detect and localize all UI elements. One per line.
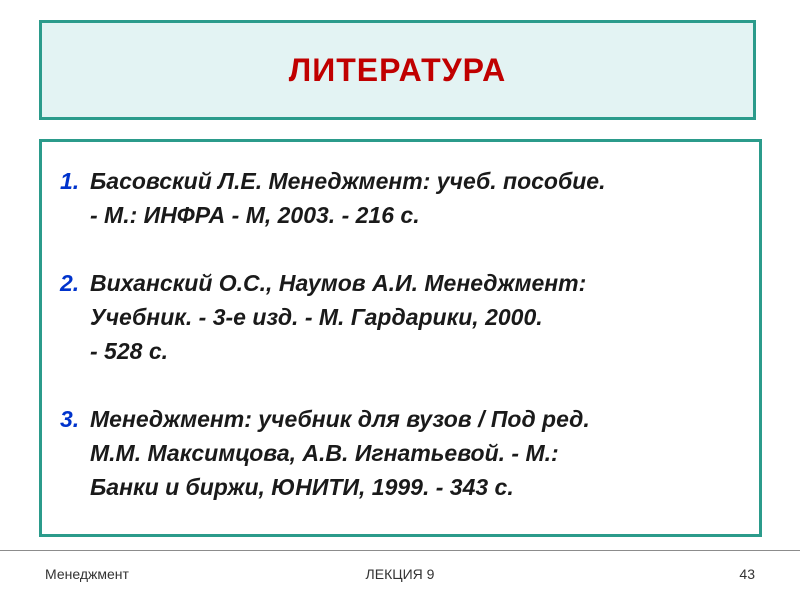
slide-title: ЛИТЕРАТУРА bbox=[288, 52, 507, 88]
footer-lecture: ЛЕКЦИЯ 9 bbox=[365, 566, 435, 582]
reference-text: Басовский Л.Е. Менеджмент: учеб. пособие. - М.: ИНФРА - М, 2003. - 216 с. bbox=[90, 168, 606, 228]
references-list bbox=[60, 164, 750, 504]
reference-item bbox=[60, 266, 750, 368]
title-box bbox=[39, 20, 756, 120]
reference-number: 1. bbox=[60, 168, 80, 194]
reference-number: 3. bbox=[60, 406, 80, 432]
reference-item bbox=[60, 402, 750, 504]
reference-text: Менеджмент: учебник для вузов / Под ред. М.М. Максимцова, А.В. Игнатьевой. - М.: Банки и биржи, ЮНИТИ, 1999. - 343 с. bbox=[90, 406, 590, 500]
reference-item bbox=[60, 164, 750, 232]
footer-page-number: 43 bbox=[739, 566, 755, 582]
reference-text: Виханский О.С., Наумов А.И. Менеджмент: Учебник. - 3-е изд. - М. Гардарики, 2000. - 528 с. bbox=[90, 270, 587, 364]
reference-number: 2. bbox=[60, 270, 80, 296]
references-box bbox=[39, 139, 762, 537]
footer-course-name: Менеджмент bbox=[45, 566, 129, 582]
footer-divider bbox=[0, 550, 800, 551]
